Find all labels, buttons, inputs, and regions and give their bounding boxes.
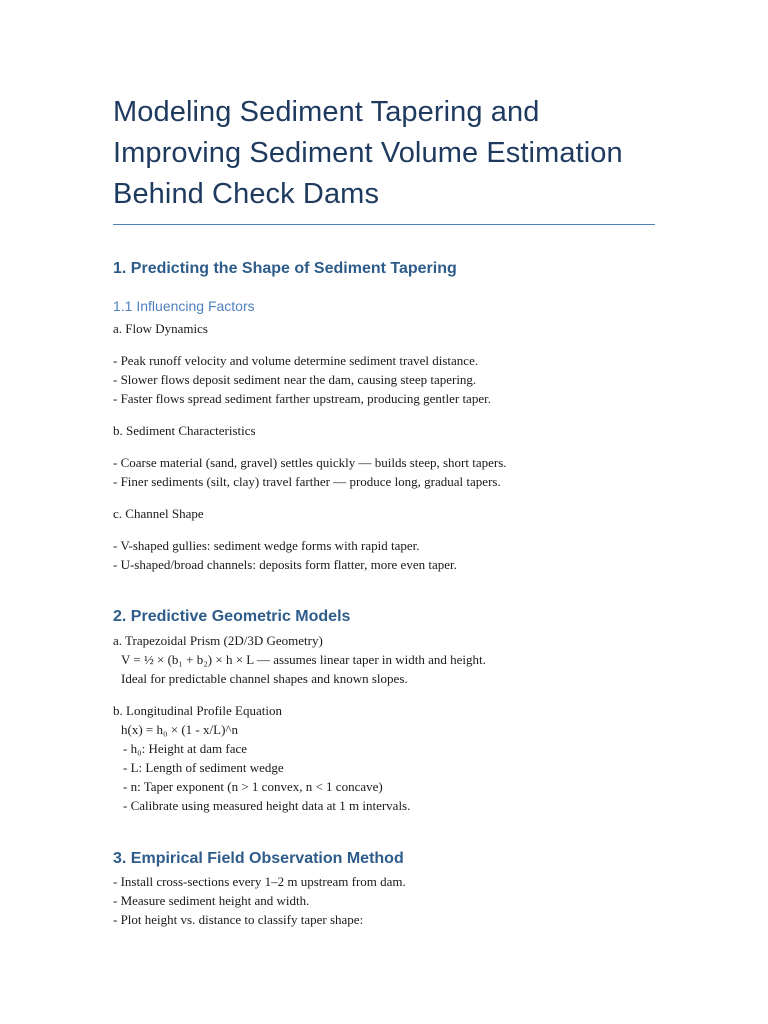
title-line: Behind Check Dams (113, 178, 380, 210)
list-item: - n: Taper exponent (n > 1 convex, n < 1 concave) (123, 779, 383, 794)
profile-equation: h(x) = h₀ × (1 - x/L)^n (121, 722, 238, 737)
section-1-1-heading: 1.1 Influencing Factors (113, 298, 255, 314)
list-item: - Calibrate using measured height data at 1 m intervals. (123, 798, 411, 813)
profile-equation-label: b. Longitudinal Profile Equation (113, 703, 282, 718)
list-item: - Coarse material (sand, gravel) settles quickly — builds steep, short tapers. (113, 455, 507, 470)
section-1-heading: 1. Predicting the Shape of Sediment Tapering (113, 260, 457, 277)
list-item: - h₀: Height at dam face (123, 741, 248, 756)
channel-shape-label: c. Channel Shape (113, 506, 204, 521)
list-item: - Install cross-sections every 1–2 m upstream from dam. (113, 874, 406, 889)
list-item: - U-shaped/broad channels: deposits form flatter, more even taper. (113, 557, 457, 572)
document-page (113, 92, 655, 927)
sediment-characteristics-label: b. Sediment Characteristics (113, 423, 256, 438)
list-item: - Slower flows deposit sediment near the dam, causing steep tapering. (113, 372, 477, 387)
list-item: - Plot height vs. distance to classify taper shape: (113, 912, 364, 927)
title-line: Improving Sediment Volume Estimation (113, 137, 623, 169)
trapezoidal-note: Ideal for predictable channel shapes and known slopes. (121, 671, 408, 686)
list-item: - Faster flows spread sediment farther upstream, producing gentler taper. (113, 391, 491, 406)
list-item: - Measure sediment height and width. (113, 893, 310, 908)
document-title (113, 92, 655, 215)
section-3-heading: 3. Empirical Field Observation Method (113, 850, 404, 867)
list-item: - V-shaped gullies: sediment wedge forms with rapid taper. (113, 538, 420, 553)
title-divider (113, 224, 655, 225)
list-item: - Peak runoff velocity and volume determine sediment travel distance. (113, 353, 479, 368)
trapezoidal-prism-label: a. Trapezoidal Prism (2D/3D Geometry) (113, 633, 323, 648)
title-line: Modeling Sediment Tapering and (113, 96, 540, 128)
list-item: - L: Length of sediment wedge (123, 760, 284, 775)
list-item: - Finer sediments (silt, clay) travel farther — produce long, gradual tapers. (113, 474, 501, 489)
section-2-heading: 2. Predictive Geometric Models (113, 608, 351, 625)
flow-dynamics-label: a. Flow Dynamics (113, 321, 208, 336)
trapezoidal-formula: V = ½ × (b₁ + b₂) × h × L — assumes linear taper in width and height. (121, 652, 486, 667)
